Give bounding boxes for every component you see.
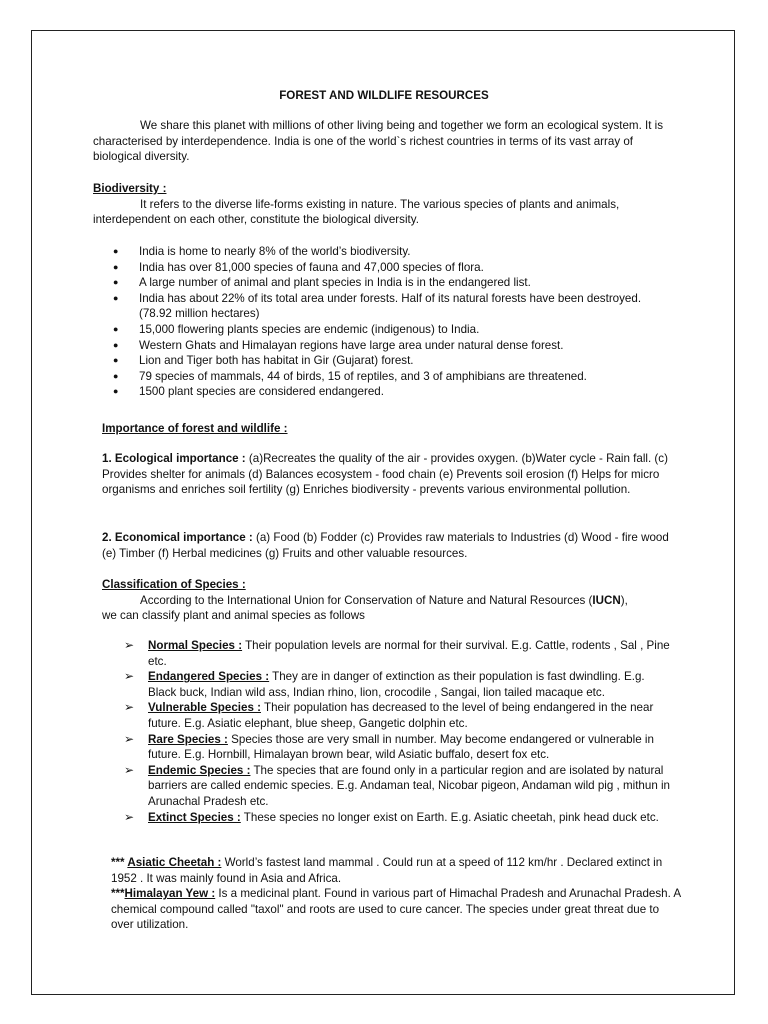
species-label: Endangered Species :: [148, 670, 270, 684]
arrow-bullet-icon: ➢: [124, 809, 135, 824]
arrow-bullet-icon: ➢: [124, 762, 135, 777]
bullet-item: ● 15,000 flowering plants species are endemic (indigenous) to India.: [113, 322, 653, 338]
yew-text: Is a medicinal plant. Found in various part of Himachal Pradesh and Arunachal Pradesh. A chemical compound called "taxol" and roots are used to cure cancer. The species under great threat due to over utilization.: [111, 887, 681, 932]
species-item: [124, 810, 672, 826]
ecological-importance: [102, 451, 672, 498]
arrow-bullet-icon: ➢: [124, 700, 135, 715]
yew-note: [111, 886, 681, 933]
bullet-item: ● 79 species of mammals, 44 of birds, 15 of reptiles, and 3 of amphibians are threatened.: [113, 369, 653, 385]
species-text: Their population has decreased to the level of being endangered in the near future. E.g. Asiatic elephant, blue sheep, Gangetic dolphin etc.: [148, 701, 654, 730]
species-label: Extinct Species :: [148, 810, 241, 824]
document-title: FOREST AND WILDLIFE RESOURCES: [279, 89, 489, 102]
species-text: Their population levels are normal for their survival. E.g. Cattle, rodents , Sal , Pine etc.: [148, 639, 670, 668]
note-stars: ***: [111, 856, 128, 869]
species-item: [124, 669, 672, 700]
yew-label: Himalayan Yew :: [124, 887, 216, 901]
classification-intro-end: ),: [620, 593, 628, 607]
notes-section: [111, 855, 681, 933]
species-label: Normal Species :: [148, 639, 243, 652]
species-list: [124, 638, 672, 825]
species-text: They are in danger of extinction as their population is fast dwindling. E.g. Black buck, Indian wild ass, Indian rhino, lion, crocodile , Sangai, lion tailed macaque etc.: [148, 670, 645, 699]
species-text: Species those are very small in number. May become endangered or vulnerable in future. E.g. Hornbill, Himalayan brown bear, wild Asiatic buffalo, desert fox etc.: [148, 732, 654, 762]
species-label: Endemic Species :: [148, 763, 251, 777]
arrow-bullet-icon: ➢: [124, 669, 135, 684]
page-border: [31, 30, 735, 995]
bullet-item: ● A large number of animal and plant species in India is in the endangered list.: [113, 275, 653, 291]
bullet-item: ● India has about 22% of its total area under forests. Half of its natural forests have been destroyed. (78.92 million hectares): [113, 291, 653, 322]
cheetah-text: World’s fastest land mammal . Could run at a speed of 112 km/hr . Declared extinct in 1952 . It was mainly found in Asia and Africa.: [111, 856, 663, 885]
bullet-item: ● India has over 81,000 species of fauna and 47,000 species of flora.: [113, 260, 653, 276]
classification-section: [102, 577, 672, 624]
species-label: Vulnerable Species :: [148, 701, 261, 715]
bullet-item: ● India is home to nearly 8% of the world’s biodiversity.: [113, 244, 653, 260]
classification-intro: [102, 593, 672, 609]
note-stars: ***: [111, 887, 125, 901]
bullet-item: ● 1500 plant species are considered endangered.: [113, 384, 653, 400]
species-item: [124, 638, 672, 669]
ecological-label: 1. Ecological importance :: [102, 452, 246, 465]
species-label: Rare Species :: [148, 732, 228, 746]
cheetah-note: [111, 855, 681, 886]
biodiversity-heading: Biodiversity :: [93, 182, 167, 195]
intro-paragraph: We share this planet with millions of other living being and together we form an ecological system. It is characterised by interdependence. India is one of the world`s richest countries in terms of its vast array of biological diversity.: [93, 119, 664, 164]
arrow-bullet-icon: ➢: [124, 731, 135, 746]
bullet-item: ● Western Ghats and Himalayan regions have large area under natural dense forest.: [113, 338, 653, 354]
economical-label: 2. Economical importance :: [102, 531, 253, 544]
species-text: These species no longer exist on Earth. E.g. Asiatic cheetah, pink head duck etc.: [240, 810, 659, 824]
species-text: The species that are found only in a particular region and are isolated by natural barriers are called endemic species. E.g. Andaman teal, Nicobar pigeon, Andaman wild pig , mithun in Arunachal Pradesh etc.: [148, 763, 671, 808]
classification-intro-text: According to the International Union for Conservation of Nature and Natural Resources (: [140, 593, 593, 607]
economical-importance: [102, 530, 672, 561]
cheetah-label: Asiatic Cheetah :: [127, 856, 222, 869]
importance-heading-text: Importance of forest and wildlife :: [102, 422, 288, 435]
classification-heading: Classification of Species :: [102, 578, 246, 591]
species-item: [124, 700, 672, 731]
classification-intro-line2: we can classify plant and animal species as follows: [102, 609, 365, 623]
iucn-abbreviation: IUCN: [592, 593, 621, 607]
bullet-item: ● Lion and Tiger both has habitat in Gir (Gujarat) forest.: [113, 353, 653, 369]
ecological-text: (a)Recreates the quality of the air - provides oxygen. (b)Water cycle - Rain fall. (c) Provides shelter for animals (d) Balances ecosystem - food chain (e) Prevents soil erosion (f) Helps for micro organisms and enriches soil fertility (g) Enriches biodiversity - prevents various environmental pollution.: [102, 452, 668, 497]
species-item: [124, 763, 672, 810]
biodiversity-bullet-list: [113, 244, 653, 400]
importance-heading: [102, 421, 672, 437]
species-item: [124, 732, 672, 763]
economical-text: (a) Food (b) Fodder (c) Provides raw materials to Industries (d) Wood - fire wood (e) Timber (f) Herbal medicines (g) Fruits and other valuable resources.: [102, 531, 669, 560]
biodiversity-section: [93, 181, 673, 228]
arrow-bullet-icon: ➢: [124, 638, 135, 652]
biodiversity-text: It refers to the diverse life-forms existing in nature. The various species of plants and animals, interdependent on each other, constitute the biological diversity.: [93, 197, 620, 227]
